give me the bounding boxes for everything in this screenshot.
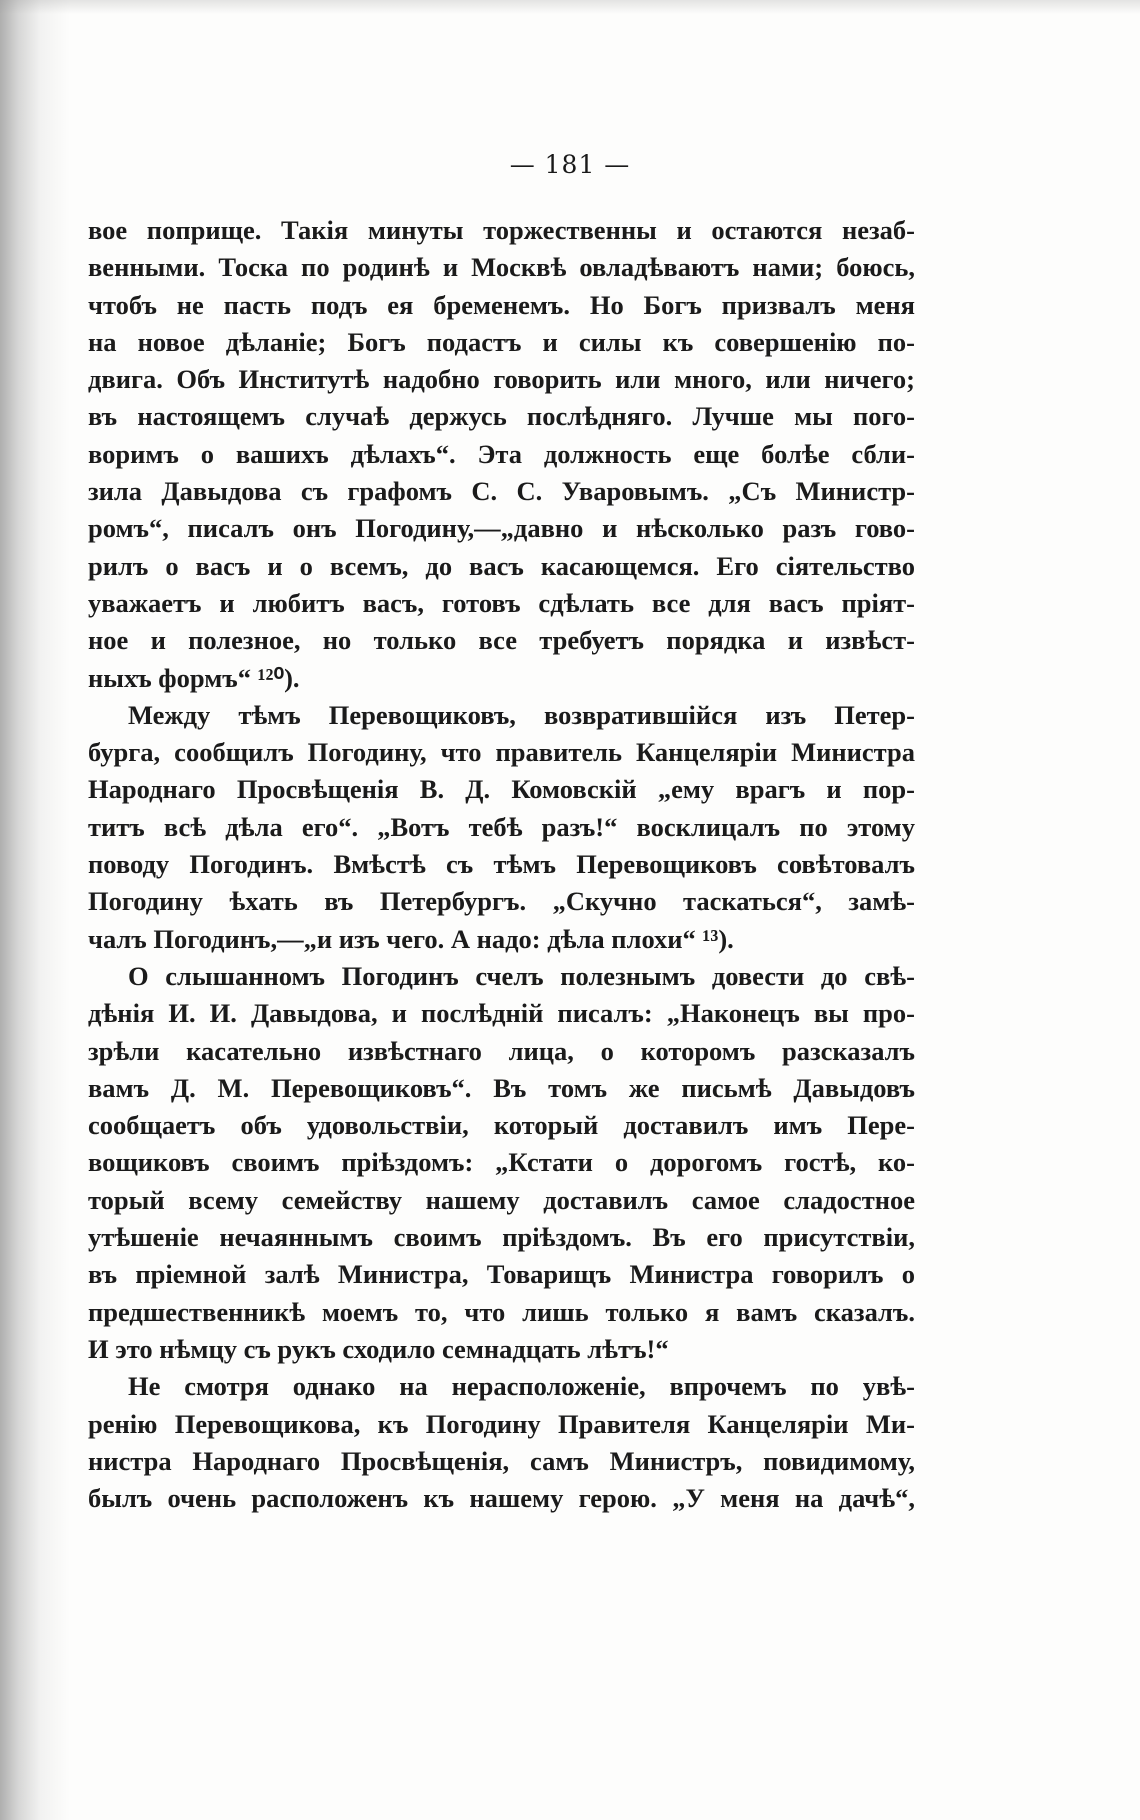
paragraph <box>88 212 915 697</box>
text-line: Погодину ѣхать въ Петербургъ. „Скучно таскаться“, замѣ- <box>88 886 915 917</box>
text-line: рилъ о васъ и о всемъ, до васъ касающемся. Его сіятельство <box>88 550 915 581</box>
text-line: чтобъ не пасть подъ ея бременемъ. Но Богъ призвалъ меня <box>88 289 915 320</box>
text-line: на новое дѣланіе; Богъ подастъ и силы къ совершенію по- <box>88 326 915 357</box>
text-line: зила Давыдова съ графомъ С. С. Уваровымъ. „Съ Министр- <box>88 476 915 507</box>
text-line: бурга, сообщилъ Погодину, что правитель Канцеляріи Министра <box>88 737 915 768</box>
text-line: Не смотря однако на нерасположеніе, впрочемъ по увѣ- <box>128 1371 915 1402</box>
binding-shadow <box>0 0 70 1820</box>
text-line: дѣнія И. И. Давыдова, и послѣдній писалъ: „Наконецъ вы про- <box>88 998 915 1029</box>
text-line: предшественникѣ моемъ то, что лишь только я вамъ сказалъ. <box>88 1296 915 1327</box>
text-line: чалъ Погодинъ,—„и изъ чего. А надо: дѣла плохи“ ¹³). <box>88 923 734 954</box>
text-line: вощиковъ своимъ пріѣздомъ: „Кстати о дорогомъ гостѣ, ко- <box>88 1147 915 1178</box>
text-line: ромъ“, писалъ онъ Погодину,—„давно и нѣсколько разъ гово- <box>88 513 915 544</box>
text-line: сообщаетъ объ удовольствіи, который доставилъ имъ Пере- <box>88 1110 915 1141</box>
text-line: ренію Перевощикова, къ Погодину Правителя Канцеляріи Ми- <box>88 1408 915 1439</box>
text-line: былъ очень расположенъ къ нашему герою. „У меня на дачѣ“, <box>88 1483 915 1514</box>
text-line: въ настоящемъ случаѣ держусь послѣдняго. Лучше мы пого- <box>88 401 915 432</box>
text-line: Между тѣмъ Перевощиковъ, возвратившійся изъ Петер- <box>128 699 915 730</box>
text-line: венными. Тоска по родинѣ и Москвѣ овладѣваютъ нами; боюсь, <box>88 252 915 283</box>
text-line: О слышанномъ Погодинъ счелъ полезнымъ довести до свѣ- <box>128 960 915 991</box>
text-line: зрѣли касательно извѣстнаго лица, о которомъ разсказалъ <box>88 1035 915 1066</box>
paragraph <box>88 1368 915 1517</box>
top-edge-shadow <box>0 0 1140 14</box>
text-line: двига. Объ Институтѣ надобно говорить или много, или ничего; <box>88 364 915 395</box>
body-text <box>88 212 915 1517</box>
text-line: Народнаго Просвѣщенія В. Д. Комовскій „ему врагъ и пор- <box>88 774 915 805</box>
text-line: титъ всѣ дѣла его“. „Вотъ тебѣ разъ!“ восклицалъ по этому <box>88 811 915 842</box>
text-line: вое поприще. Такія минуты торжественны и остаются незаб- <box>88 215 915 245</box>
text-line: нистра Народнаго Просвѣщенія, самъ Министръ, повидимому, <box>88 1445 915 1476</box>
page-number: — 181 — <box>509 150 631 179</box>
text-line: ныхъ формъ“ ¹²⁰). <box>88 662 300 693</box>
text-line: въ пріемной залѣ Министра, Товарищъ Министра говорилъ о <box>88 1259 915 1290</box>
text-line: вамъ Д. М. Перевощиковъ“. Въ томъ же письмѣ Давыдовъ <box>88 1072 915 1103</box>
paragraph <box>88 697 915 958</box>
text-line: И это нѣмцу съ рукъ сходило семнадцать лѣтъ!“ <box>88 1333 669 1364</box>
text-line: торый всему семейству нашему доставилъ самое сладостное <box>88 1184 915 1215</box>
text-line: утѣшеніе нечаяннымъ своимъ пріѣздомъ. Въ его присутствіи, <box>88 1222 915 1253</box>
text-line: ное и полезное, но только все требуетъ порядка и извѣст- <box>88 625 915 656</box>
paragraph <box>88 958 915 1368</box>
text-line: уважаетъ и любитъ васъ, готовъ сдѣлать все для васъ пріят- <box>88 587 915 618</box>
text-line: поводу Погодинъ. Вмѣстѣ съ тѣмъ Перевощиковъ совѣтовалъ <box>88 849 915 880</box>
text-line: воримъ о вашихъ дѣлахъ“. Эта должность еще болѣе сбли- <box>88 438 915 469</box>
